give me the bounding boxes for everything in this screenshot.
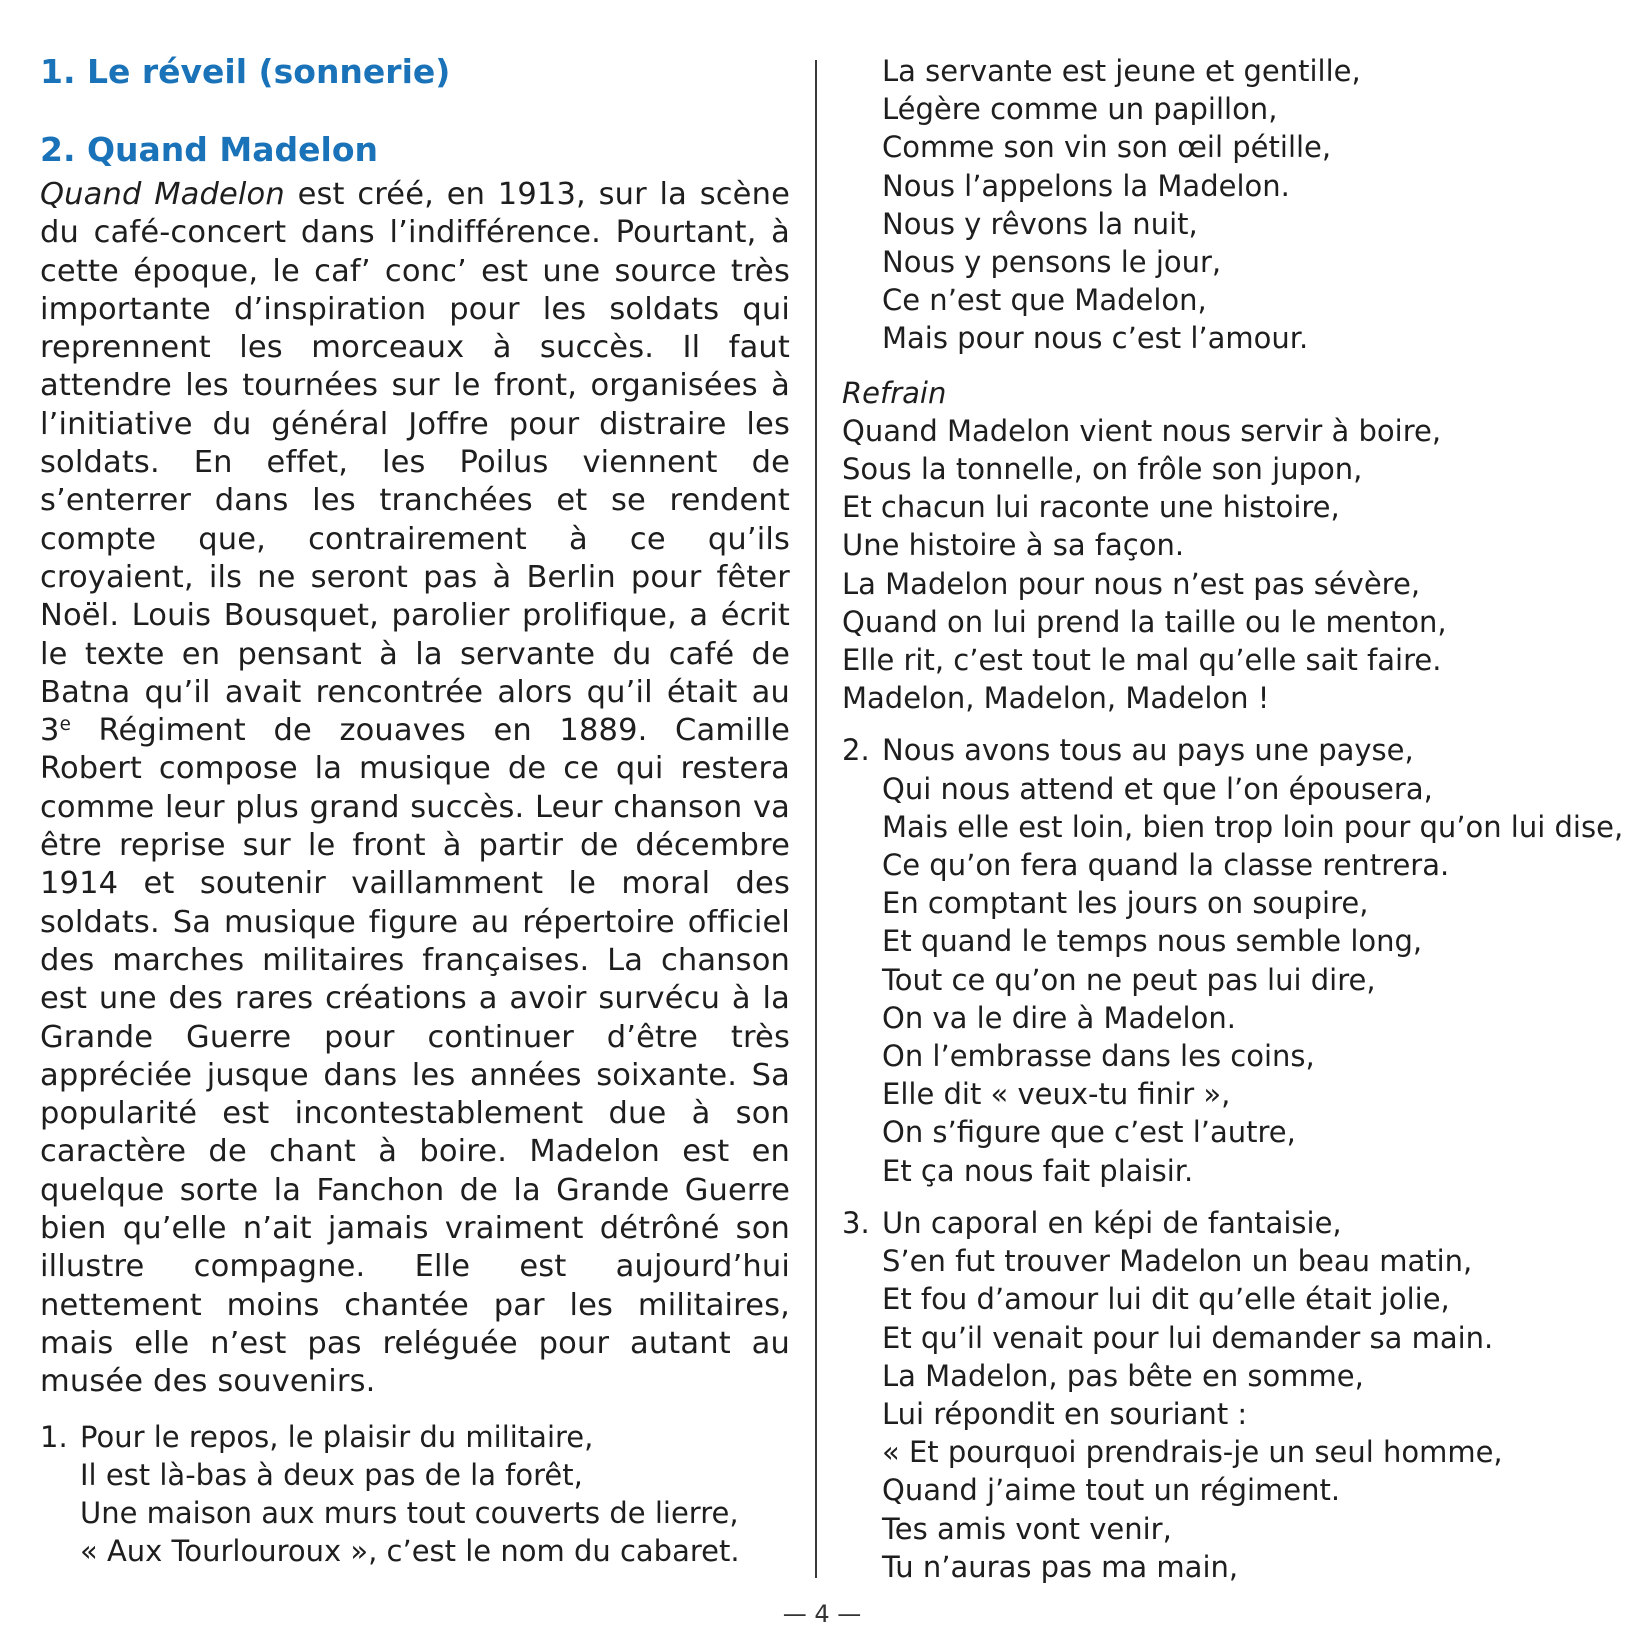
verse-line: Et quand le temps nous semble long, [882,924,1423,959]
verse-line: Nous y pensons le jour, [882,245,1222,280]
verse-line: Nous y rêvons la nuit, [882,206,1198,241]
verse-line: Lui répondit en souriant : [882,1396,1248,1431]
verse-line: Elle dit « veux-tu finir », [882,1077,1231,1112]
refrain-title: Refrain [842,375,947,410]
verse-line: Et fou d’amour lui dit qu’elle était jolie, [882,1282,1450,1317]
verse-1-continued [842,52,1622,358]
verse-line: Nous avons tous au pays une payse, [882,733,1414,768]
intro-title-italic: Quand Madelon [40,177,285,212]
verse-line: « Aux Tourlouroux », c’est le nom du cabaret. [80,1534,740,1569]
verse-line: On va le dire à Madelon. [882,1000,1236,1035]
refrain-line: Elle rit, c’est tout le mal qu’elle sait faire. [842,643,1442,678]
refrain [842,412,1622,718]
verse-line: La servante est jeune et gentille, [882,54,1361,88]
verse-number: 3. [842,1205,870,1240]
verse-line: Un caporal en képi de fantaisie, [882,1205,1342,1240]
verse-number: 1. [40,1419,68,1454]
verse-number: 2. [842,733,870,768]
verse-line: Mais elle est loin, bien trop loin pour qu’on lui dise, [882,809,1624,844]
intro-paragraph [40,176,790,1402]
verse-line: Ce qu’on fera quand la classe rentrera. [882,848,1450,883]
refrain-line: La Madelon pour nous n’est pas sévère, [842,566,1421,601]
verse-line: S’en fut trouver Madelon un beau matin, [882,1244,1473,1279]
refrain-line: Quand on lui prend la taille ou le menton, [842,604,1447,639]
verse-line: Qui nous attend et que l’on épousera, [882,771,1433,806]
refrain-line: Quand Madelon vient nous servir à boire, [842,413,1442,448]
verse-line: Il est là-bas à deux pas de la forêt, [80,1457,583,1492]
verse-3 [842,1204,1622,1586]
verse-line: Tu n’auras pas ma main, [882,1549,1239,1584]
verse-line: Une maison aux murs tout couverts de lierre, [80,1495,739,1530]
verse-line: En comptant les jours on soupire, [882,886,1369,921]
left-column [40,52,790,1570]
right-column [842,52,1622,1586]
column-divider [815,60,817,1578]
verse-line: Ce n’est que Madelon, [882,283,1207,318]
page-number: — 4 — [782,1600,862,1628]
intro-text-a: est créé, en 1913, sur la scène du café-concert dans l’indifférence. Pourtant, à cette époque, le caf’ conc’ est une source très importante d’inspiration pour les soldats qui reprennent les morceaux à succès. Il faut attendre les tournées sur le front, organisées à l’initiative du général Joffre pour distraire les soldats. En effet, les Poilus viennent de s’enterrer dans les tranchées et se rendent compte que, contrairement à ce qu’ils croyaient, ils ne seront pas à Berlin pour fêter Noël. Louis Bousquet, parolier prolifique, a écrit le texte en pensant à la servante du café de Batna qu’il avait rencontrée alors qu’il était au 3 [40,177,790,749]
verse-line: « Et pourquoi prendrais-je un seul homme, [882,1435,1503,1470]
intro-superscript: e [59,714,71,736]
refrain-line: Une histoire à sa façon. [842,528,1185,563]
verse-line: La Madelon, pas bête en somme, [882,1358,1364,1393]
intro-text-b: Régiment de zouaves en 1889. Camille Robert compose la musique de ce qui restera comme leur plus grand succès. Leur chanson va être reprise sur le front à partir de décembre 1914 et soutenir vaillamment le moral des soldats. Sa musique figure au répertoire officiel des marches militaires françaises. La chanson est une des rares créations a avoir survécu à la Grande Guerre pour continuer d’être très appréciée jusque dans les années soixante. Sa popularité est incontestablement due à son caractère de chant à boire. Madelon est en quelque sorte la Fanchon de la Grande Guerre bien qu’elle n’ait jamais vraiment détrôné son illustre compagne. Elle est aujourd’hui nettement moins chantée par les militaires, mais elle n’est pas reléguée pour autant au musée des souvenirs. [40,713,790,1400]
verse-1 [40,1418,790,1571]
section-heading-reveil: 1. Le réveil (sonnerie) [40,52,451,91]
refrain-line: Madelon, Madelon, Madelon ! [842,681,1270,716]
verse-2 [842,731,1622,1189]
verse-line: Et qu’il venait pour lui demander sa main. [882,1320,1494,1355]
verse-line: On s’figure que c’est l’autre, [882,1115,1296,1150]
section-heading-quand-madelon: 2. Quand Madelon [40,130,378,169]
verse-line: Pour le repos, le plaisir du militaire, [80,1419,594,1454]
verse-line: Mais pour nous c’est l’amour. [882,321,1309,356]
verse-line: Tes amis vont venir, [882,1511,1172,1546]
verse-line: On l’embrasse dans les coins, [882,1039,1315,1074]
verse-line: Comme son vin son œil pétille, [882,130,1332,165]
verse-line: Légère comme un papillon, [882,92,1278,127]
verse-line: Quand j’aime tout un régiment. [882,1473,1341,1508]
verse-line: Et ça nous fait plaisir. [882,1153,1194,1188]
refrain-line: Sous la tonnelle, on frôle son jupon, [842,452,1363,487]
verse-line: Nous l’appelons la Madelon. [882,168,1290,203]
verse-line: Tout ce qu’on ne peut pas lui dire, [882,962,1376,997]
refrain-line: Et chacun lui raconte une histoire, [842,490,1340,525]
